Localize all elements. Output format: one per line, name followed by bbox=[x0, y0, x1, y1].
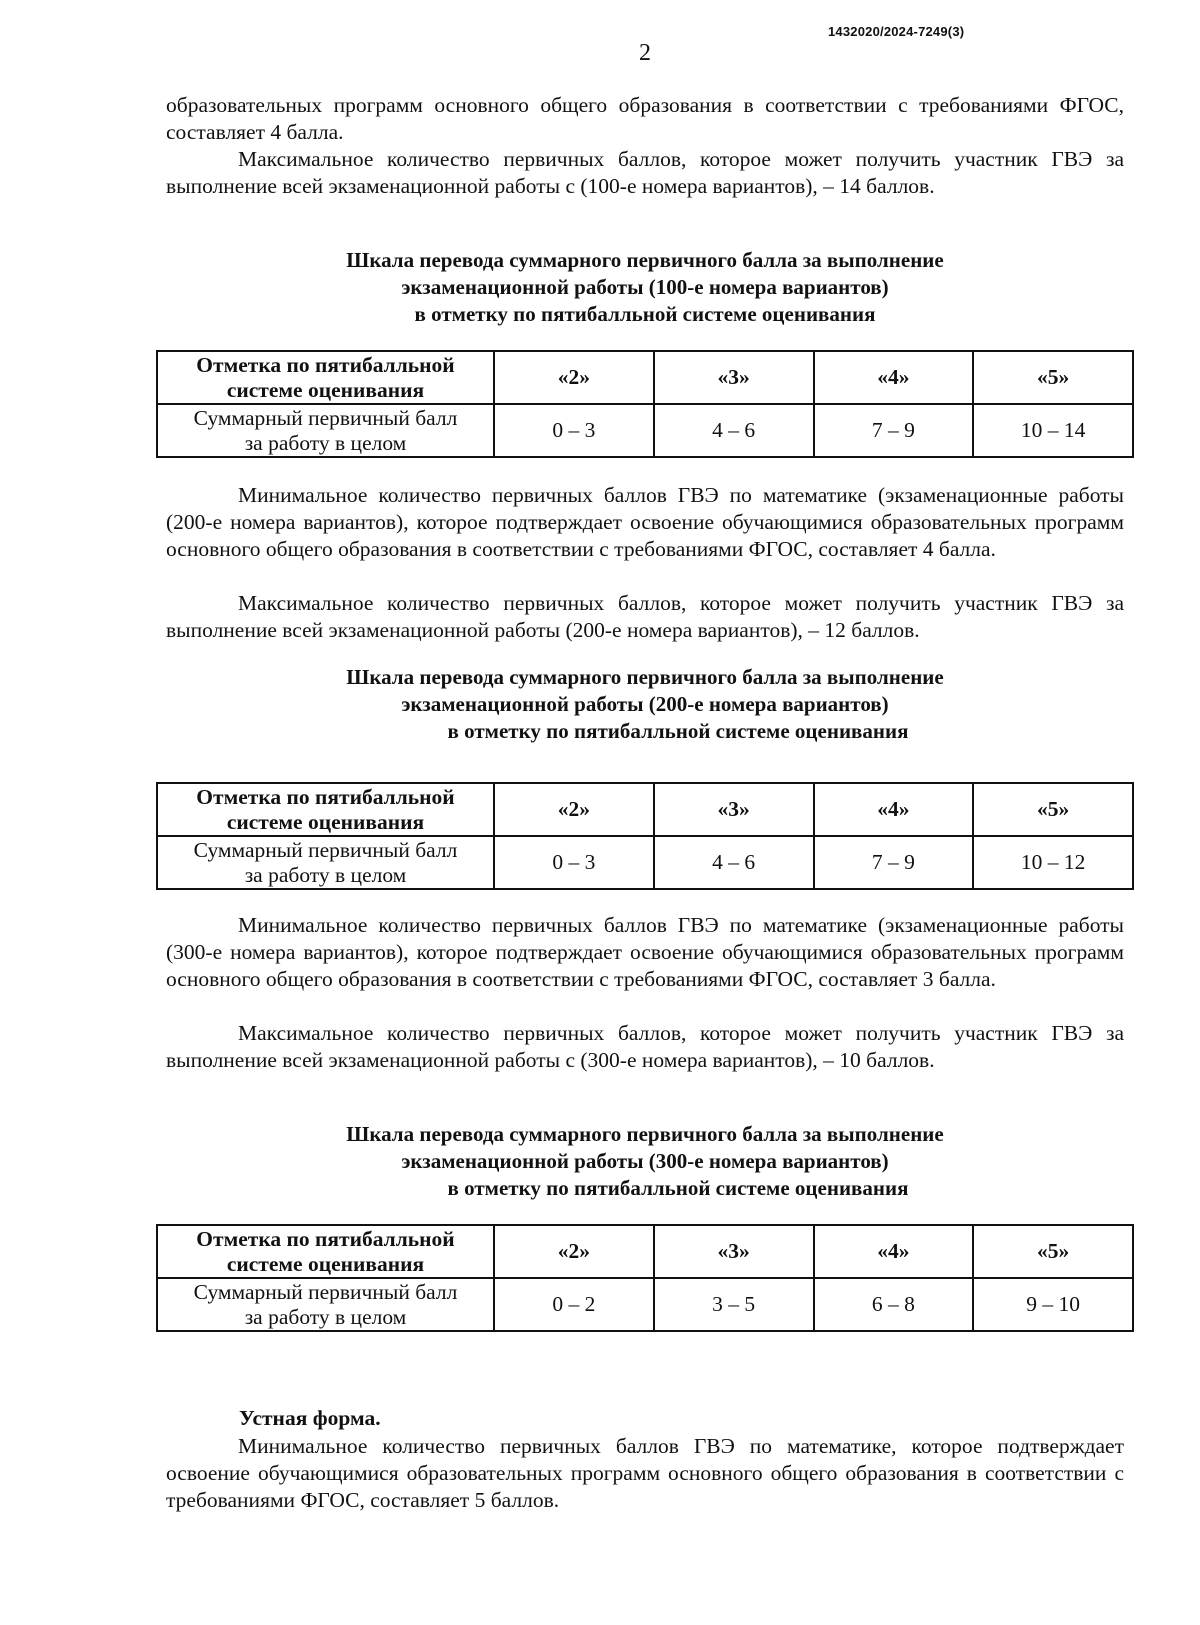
row-label-cell bbox=[157, 404, 494, 457]
grade-cell: «3» bbox=[654, 351, 814, 404]
range-cell: 6 – 8 bbox=[814, 1278, 974, 1331]
table-row bbox=[157, 1278, 1133, 1331]
paragraph-max-score-100: Максимальное количество первичных баллов, которое может получить участник ГВЭ за выполнение всей экзаменационной работы с (100-е номера вариантов), – 14 баллов. bbox=[166, 147, 1124, 198]
scale-heading-300 bbox=[166, 1121, 1124, 1202]
header-label-line: системе оценивания bbox=[226, 1251, 425, 1276]
row-label-line: Суммарный первичный балл bbox=[193, 837, 458, 862]
paragraph-min-score-300: Минимальное количество первичных баллов ГВЭ по математике (экзаменационные работы (300-е номера вариантов), которое подтверждает освоение обучающимися образовательных программ основного общего образования в соответствии с требованиями ФГОС, составляет 3 балла. bbox=[166, 913, 1124, 991]
range-cell: 10 – 12 bbox=[973, 836, 1133, 889]
heading-line: Шкала перевода суммарного первичного балла за выполнение bbox=[346, 1122, 944, 1146]
range-cell: 7 – 9 bbox=[814, 404, 974, 457]
heading-line: в отметку по пятибалльной системе оценивания bbox=[414, 302, 876, 326]
grade-cell: «4» bbox=[814, 783, 974, 836]
range-cell: 4 – 6 bbox=[654, 836, 814, 889]
document-number: 1432020/2024-7249(3) bbox=[828, 24, 965, 39]
row-label-line: за работу в целом bbox=[244, 1304, 407, 1329]
range-cell: 0 – 3 bbox=[494, 404, 654, 457]
heading-line: экзаменационной работы (200-е номера вариантов) bbox=[401, 692, 889, 716]
header-label-cell bbox=[157, 783, 494, 836]
scale-heading-200 bbox=[166, 664, 1124, 745]
range-cell: 0 – 3 bbox=[494, 836, 654, 889]
table-row bbox=[157, 404, 1133, 457]
row-label-cell bbox=[157, 836, 494, 889]
grade-cell: «2» bbox=[494, 1225, 654, 1278]
header-label-line: Отметка по пятибалльной bbox=[196, 352, 455, 377]
range-cell: 7 – 9 bbox=[814, 836, 974, 889]
page-number: 2 bbox=[639, 40, 651, 66]
heading-line: в отметку по пятибалльной системе оценивания bbox=[447, 1176, 909, 1200]
range-cell: 0 – 2 bbox=[494, 1278, 654, 1331]
header-label-line: Отметка по пятибалльной bbox=[196, 1226, 455, 1251]
grade-cell: «5» bbox=[973, 1225, 1133, 1278]
table-header-row bbox=[157, 351, 1133, 404]
heading-line: Шкала перевода суммарного первичного балла за выполнение bbox=[346, 665, 944, 689]
paragraph-max-score-300: Максимальное количество первичных баллов, которое может получить участник ГВЭ за выполнение всей экзаменационной работы с (300-е номера вариантов), – 10 баллов. bbox=[166, 1021, 1124, 1072]
grade-cell: «4» bbox=[814, 351, 974, 404]
grade-cell: «5» bbox=[973, 351, 1133, 404]
header-label-line: системе оценивания bbox=[226, 377, 425, 402]
grade-cell: «5» bbox=[973, 783, 1133, 836]
range-cell: 3 – 5 bbox=[654, 1278, 814, 1331]
table-header-row bbox=[157, 783, 1133, 836]
heading-line: экзаменационной работы (100-е номера вариантов) bbox=[401, 275, 889, 299]
score-table-200 bbox=[156, 782, 1134, 890]
row-label-cell bbox=[157, 1278, 494, 1331]
heading-line: экзаменационной работы (300-е номера вариантов) bbox=[401, 1149, 889, 1173]
range-cell: 10 – 14 bbox=[973, 404, 1133, 457]
scale-heading-100 bbox=[166, 247, 1124, 328]
grade-cell: «2» bbox=[494, 351, 654, 404]
range-cell: 9 – 10 bbox=[973, 1278, 1133, 1331]
grade-cell: «4» bbox=[814, 1225, 974, 1278]
score-table-300 bbox=[156, 1224, 1134, 1332]
paragraph-continuation: образовательных программ основного общего образования в соответствии с требованиями ФГОС, составляет 4 балла. bbox=[166, 93, 1124, 144]
paragraph-min-score-200: Минимальное количество первичных баллов ГВЭ по математике (экзаменационные работы (200-е номера вариантов), которое подтверждает освоение обучающимися образовательных программ основного общего образования в соответствии с требованиями ФГОС, составляет 4 балла. bbox=[166, 483, 1124, 561]
paragraph-max-score-200: Максимальное количество первичных баллов, которое может получить участник ГВЭ за выполнение всей экзаменационной работы (200-е номера вариантов), – 12 баллов. bbox=[166, 591, 1124, 642]
header-label-cell bbox=[157, 351, 494, 404]
header-label-line: Отметка по пятибалльной bbox=[196, 784, 455, 809]
header-label-cell bbox=[157, 1225, 494, 1278]
oral-form-heading: Устная форма. bbox=[239, 1406, 381, 1430]
table-row bbox=[157, 836, 1133, 889]
range-cell: 4 – 6 bbox=[654, 404, 814, 457]
heading-line: в отметку по пятибалльной системе оценивания bbox=[447, 719, 909, 743]
row-label-line: за работу в целом bbox=[244, 430, 407, 455]
row-label-line: за работу в целом bbox=[244, 862, 407, 887]
header-label-line: системе оценивания bbox=[226, 809, 425, 834]
row-label-line: Суммарный первичный балл bbox=[193, 405, 458, 430]
table-header-row bbox=[157, 1225, 1133, 1278]
row-label-line: Суммарный первичный балл bbox=[193, 1279, 458, 1304]
paragraph-oral-min-score: Минимальное количество первичных баллов ГВЭ по математике, которое подтверждает освоение обучающимися образовательных программ основного общего образования в соответствии с требованиями ФГОС, составляет 5 баллов. bbox=[166, 1434, 1124, 1512]
grade-cell: «3» bbox=[654, 783, 814, 836]
grade-cell: «3» bbox=[654, 1225, 814, 1278]
heading-line: Шкала перевода суммарного первичного балла за выполнение bbox=[346, 248, 944, 272]
score-table-100 bbox=[156, 350, 1134, 458]
grade-cell: «2» bbox=[494, 783, 654, 836]
